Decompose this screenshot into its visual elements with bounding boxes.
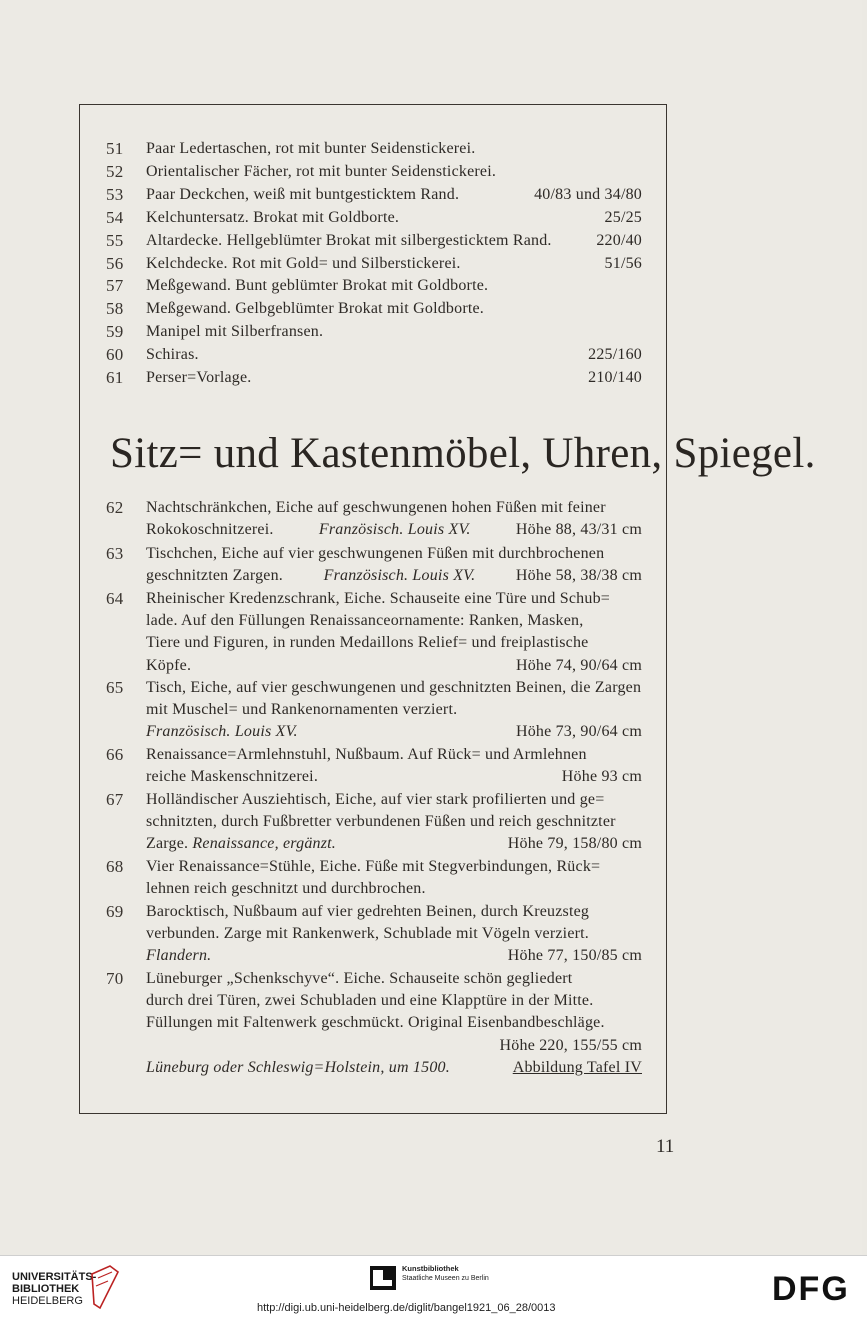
- entry-line: durch drei Türen, zwei Schubladen und eine Klapptüre in der Mitte.: [146, 992, 594, 1010]
- item-number: 61: [106, 368, 124, 387]
- item-description: Orientalischer Fächer, rot mit bunter Seidenstickerei.: [146, 162, 497, 180]
- entry-line: Tischchen, Eiche auf vier geschwungenen Füßen mit durchbrochenen: [146, 545, 605, 562]
- item-number: 55: [106, 230, 124, 250]
- item-description: Kelchuntersatz. Brokat mit Goldborte.: [146, 208, 400, 226]
- item-description: Altardecke. Hellgeblümter Brokat mit silbergesticktem Rand.: [146, 231, 552, 249]
- item-dimensions: 220/40: [596, 231, 642, 249]
- entry-line: Lüneburg oder Schleswig=Holstein, um 1500. Abbildung Tafel IV: [146, 1058, 642, 1076]
- item-number: 58: [106, 299, 124, 319]
- kunstbibliothek-logo-icon: [370, 1266, 396, 1290]
- item-dimensions: 51/56: [604, 254, 642, 272]
- entry-line: Holländischer Ausziehtisch, Eiche, auf vier stark profilierten und ge=: [146, 791, 605, 808]
- item-number: 60: [106, 345, 124, 365]
- entry-line: Tisch, Eiche, auf vier geschwungenen und geschnitzten Beinen, die Zargen: [146, 679, 642, 696]
- document-url[interactable]: http://digi.ub.uni-heidelberg.de/diglit/bangel1921_06_28/0013: [257, 1302, 556, 1314]
- item-description: Perser=Vorlage.: [146, 369, 252, 386]
- entry-line: Vier Renaissance=Stühle, Eiche. Füße mit Stegverbindungen, Rück=: [146, 858, 601, 875]
- entry-line: Flandern.: [146, 947, 212, 965]
- entry-line: verbunden. Zarge mit Rankenwerk, Schublade mit Vögeln verziert.: [146, 925, 589, 943]
- library-logo-icon: [88, 1264, 122, 1310]
- item-number: 53: [106, 184, 124, 204]
- item-number: 54: [106, 207, 124, 227]
- item-description: Meßgewand. Bunt geblümter Brokat mit Goldborte.: [146, 277, 489, 295]
- entry-line: lade. Auf den Füllungen Renaissanceornamente: Ranken, Masken,: [146, 612, 584, 630]
- item-number: 57: [106, 276, 124, 296]
- entry-line: geschnitzten Zargen. Französisch. Louis XV. Höhe 58, 38/38 cm: [146, 567, 642, 585]
- entry-line: Französisch. Louis XV. Höhe 73, 90/64 cm: [146, 723, 642, 741]
- page-number: 11: [656, 1136, 675, 1157]
- footer-bar: [0, 1255, 867, 1319]
- dfg-logo[interactable]: DFG: [772, 1270, 850, 1308]
- entry-line: Zarge. Renaissance, ergänzt. Höhe 79, 158/80 cm: [146, 835, 642, 853]
- item-dimensions: 40/83 und 34/80: [534, 185, 642, 203]
- entry-line: Barocktisch, Nußbaum auf vier gedrehten Beinen, durch Kreuzsteg: [146, 903, 590, 920]
- item-description: Paar Ledertaschen, rot mit bunter Seidenstickerei.: [146, 140, 476, 157]
- item-description: Kelchdecke. Rot mit Gold= und Silberstickerei.: [146, 254, 461, 272]
- item-number: 56: [106, 253, 124, 273]
- university-library-logo[interactable]: UNIVERSITÄTS- BIBLIOTHEK HEIDELBERG: [12, 1271, 97, 1307]
- entry-line: Höhe 220, 155/55 cm: [499, 1036, 642, 1054]
- item-description: Meßgewand. Gelbgeblümter Brokat mit Goldborte.: [146, 300, 485, 318]
- item-description: Paar Deckchen, weiß mit buntgesticktem Rand.: [146, 185, 460, 203]
- entry-line: Tiere und Figuren, in runden Medaillons Relief= und freiplastische: [146, 634, 589, 652]
- document-page: 51 Paar Ledertaschen, rot mit bunter Seidenstickerei. 52 Orientalischer Fächer, rot mit bunter Seidenstickerei. 53 Paar Deckchen, weiß mit buntgesticktem Rand. 40/83 und 34/80 54 Kelchuntersatz. Brokat mit Goldborte. 25/25 55 Altardecke. Hellgeblümter Brokat mit silbergesticktem Rand. 220/40 56 Kelchdecke. Rot mit Gold= und Silberstickerei. 51/56 57 Meßgewand. Bunt geblümter Brokat mit Goldborte. 58 Meßgewand. Gelbgeblümter Brokat mit Goldborte. 59 Manipel mit Silberfransen. 60 Schiras. 225/160 61 Perser=Vorlage. 210/140 Sitz= und Kastenmöbel, Uhren, Spiegel. 62 Nachtschränkchen, Eiche auf geschwungenen hohen Füßen mit feiner Rokokoschnitzerei. Französisch. Louis XV. Höhe 88, 43/31 cm 63 Tischchen, Eiche auf vier geschwungenen Füßen mit durchbrochenen geschnitzten Zargen. Französisch. Louis XV. Höhe 58, 38/38 cm 64 Rheinischer Kredenzschrank, Eiche. Schauseite eine Türe und Schub= lade. Auf den Füllungen Renaissanceornamente: Ranken, Masken, Tiere und Figuren, in runden Medaillons Relief= und freiplastische Köpfe. Höhe 74, 90/64 cm 65 Tisch, Eiche, auf vier geschwungenen und geschnitzten Beinen, die Zargen mit Muschel= und Rankenornamenten verziert. Französisch. Louis XV. Höhe 73, 90/64 cm 66 Renaissance=Armlehnstuhl, Nußbaum. Auf Rück= und Armlehnen reiche Maskenschnitzerei. Höhe 93 cm 67 Holländischer Ausziehtisch, Eiche, auf vier stark profilierten und ge= schnitzten, durch Fußbretter verbundenen Füßen und reich geschnitzter Zarge. Renaissance, ergänzt. Höhe 79, 158/80 cm 68 Vier Renaissance=Stühle, Eiche. Füße mit Stegverbindungen, Rück= lehnen reich geschnitzt und durchbrochen. 69 Barocktisch, Nußbaum auf vier gedrehten Beinen, durch Kreuzsteg verbunden. Zarge mit Rankenwerk, Schublade mit Vögeln verziert. Flandern. Höhe 77, 150/85 cm 70 Lüneburger „Schenkschyve“. Eiche. Schauseite schön gegliedert durch drei Türen, zwei Schubladen und eine Klapptüre in der Mitte. Füllungen mit Faltenwerk geschmückt. Original Eisenbandbeschläge. Höhe 220, 155/55 cm Lüneburg oder Schleswig=Holstein, um 1500. Abbildung Tafel IV 11: [0, 0, 862, 1255]
- item-number: 52: [106, 161, 124, 181]
- item-number: 59: [106, 322, 124, 342]
- item-description: Schiras.: [146, 346, 199, 364]
- entry-line: Rheinischer Kredenzschrank, Eiche. Schauseite eine Türe und Schub=: [146, 590, 610, 607]
- entry-line: Füllungen mit Faltenwerk geschmückt. Original Eisenbandbeschläge.: [146, 1014, 605, 1032]
- entry-line: mit Muschel= und Rankenornamenten verziert.: [146, 701, 458, 719]
- item-number: 51: [106, 139, 124, 158]
- entry-line: Nachtschränkchen, Eiche auf geschwungenen hohen Füßen mit feiner: [146, 499, 606, 516]
- item-dimensions: 210/140: [588, 369, 642, 386]
- entry-line: Köpfe. Höhe 74, 90/64 cm: [146, 656, 642, 674]
- item-description: Manipel mit Silberfransen.: [146, 323, 324, 341]
- kunstbibliothek-label: Kunstbibliothek Staatliche Museen zu Berlin: [402, 1264, 489, 1282]
- entry-line: lehnen reich geschnitzt und durchbrochen.: [146, 880, 426, 898]
- entry-line: Rokokoschnitzerei. Französisch. Louis XV. Höhe 88, 43/31 cm: [146, 521, 642, 539]
- entry-line: reiche Maskenschnitzerei. Höhe 93 cm: [146, 768, 642, 786]
- entry-line: schnitzten, durch Fußbretter verbundenen Füßen und reich geschnitzter: [146, 813, 616, 831]
- entry-line: Lüneburger „Schenkschyve“. Eiche. Schauseite schön gegliedert: [146, 970, 573, 987]
- item-dimensions: 25/25: [604, 208, 642, 226]
- entry-line: Höhe 77, 150/85 cm: [507, 947, 642, 965]
- entry-line: Renaissance=Armlehnstuhl, Nußbaum. Auf Rück= und Armlehnen: [146, 746, 587, 763]
- section-title: Sitz= und Kastenmöbel, Uhren, Spiegel.: [110, 430, 816, 477]
- item-dimensions: 225/160: [588, 346, 642, 364]
